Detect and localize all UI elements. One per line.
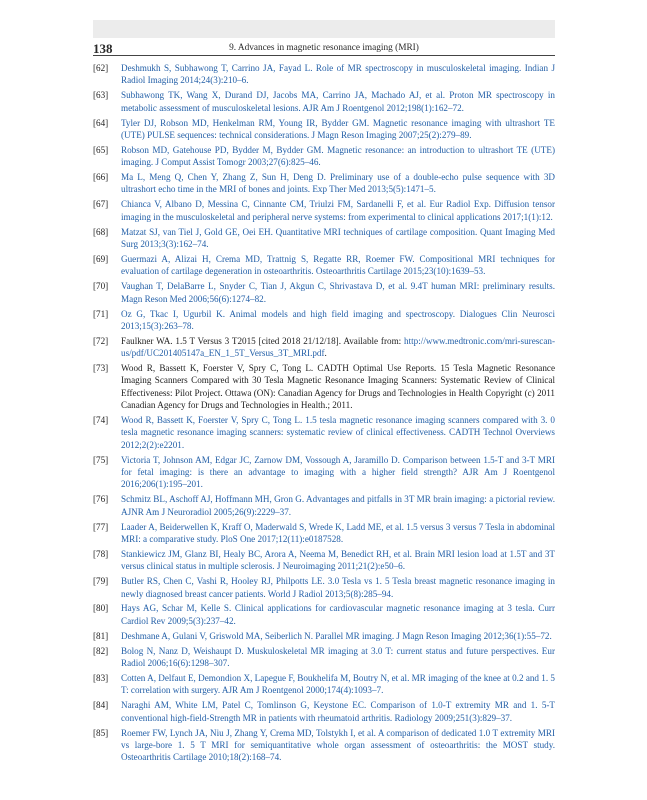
reference-item (93, 575, 555, 600)
reference-item (93, 253, 555, 278)
reference-item (93, 308, 555, 333)
reference-link[interactable]: Vaughan T, DelaBarre L, Snyder C, Tian J, Akgun C, Shrivastava D, et al. 9.4T human MRI: preliminary results. Magn Reson Med 2006;56(6):1274–82. (121, 281, 555, 304)
reference-text: Faulkner WA. 1.5 T Versus 3 T2015 [cited 2018 21/12/18]. Available from: (121, 335, 405, 346)
reference-item (93, 630, 555, 642)
reference-link[interactable]: Chianca V, Albano D, Messina C, Cinnante CM, Triulzi FM, Sardanelli F, et al. Eur Radiol Exp. Diffusion tensor imaging in the musculoskeletal and peripheral nerve systems: from experimental to clinical applications 2017;1(1):12. (121, 199, 555, 222)
reference-item (93, 226, 555, 251)
reference-link[interactable]: Matzat SJ, van Tiel J, Gold GE, Oei EH. Quantitative MRI techniques of cartilage composition. Quant Imaging Med Surg 2013;3(3):162–74. (121, 226, 555, 250)
reference-item (93, 280, 555, 305)
reference-link[interactable]: Butler RS, Chen C, Vashi R, Hooley RJ, Philpotts LE. 3.0 Tesla vs 1. 5 Tesla breast magnetic resonance imaging in newly diagnosed breast cancer patients. World J Radiol 2013;5(8):285–94. (121, 576, 555, 599)
reference-link[interactable]: Wood R, Bassett K, Foerster V, Spry C, Tong L. 1.5 tesla magnetic resonance imaging scanners compared with 3. 0 tesla magnetic resonance imaging scanners: systematic review of clinical effectiveness. CADTH Technol Overviews 2012;2(2):e2201. (121, 415, 555, 450)
reference-item (93, 672, 555, 697)
reference-item (93, 454, 555, 491)
reference-text: . (324, 348, 327, 359)
reference-number: [73] (93, 363, 109, 374)
reference-number: [80] (93, 603, 109, 614)
reference-number: [68] (93, 226, 109, 237)
reference-number: [70] (93, 281, 109, 292)
reference-text: Wood R, Bassett K, Foerster V, Spry C, Tong L. CADTH Optimal Use Reports. 15 Tesla Magnetic Resonance Imaging Scanners Compared with 30 Tesla Magnetic Resonance Imaging Scanners: Systematic Review of Clinical Effectiveness: Pilot Project. Ottawa (ON): Canadian Agency for Drugs and Technologies in Health Copyright (c) 2011 Canadian Agency for Drugs and Technologies in Health.; 2011. (121, 363, 555, 411)
reference-number: [67] (93, 199, 109, 210)
reference-link[interactable]: Stankiewicz JM, Glanz BI, Healy BC, Arora A, Neema M, Benedict RH, et al. Brain MRI lesion load at 1.5T and 3T versus clinical status in multiple sclerosis. J Neuroimaging 2011;21(2):e50–6. (121, 548, 555, 572)
reference-link[interactable]: Bolog N, Nanz D, Weishaupt D. Muskuloskeletal MR imaging at 3.0 T: current status and future perspectives. Eur Radiol 2006;16(6):1298–307. (121, 645, 555, 668)
reference-link[interactable]: Subhawong TK, Wang X, Durand DJ, Jacobs MA, Carrino JA, Machado AJ, et al. Proton MR spectroscopy in metabolic assessment of musculoskeletal lesions. AJR Am J Roentgenol 2012;198(1):162–72. (121, 90, 555, 113)
reference-item (93, 548, 555, 573)
reference-link[interactable]: Hays AG, Schar M, Kelle S. Clinical applications for cardiovascular magnetic resonance imaging at 3 tesla. Curr Cardiol Rev 2009;5(3):237–42. (121, 603, 555, 626)
header-divider (93, 55, 555, 56)
reference-item (93, 493, 555, 518)
reference-item (93, 62, 555, 87)
reference-item (93, 144, 555, 169)
reference-link[interactable]: Tyler DJ, Robson MD, Henkelman RM, Young IR, Bydder GM. Magnetic resonance imaging with ultrashort TE (UTE) PULSE sequences: technical considerations. J Magn Reson Imaging 2007;25(2):279–89. (121, 117, 555, 140)
reference-number: [74] (93, 415, 109, 426)
reference-item (93, 198, 555, 223)
reference-item (93, 699, 555, 724)
reference-link[interactable]: Naraghi AM, White LM, Patel C, Tomlinson G, Keystone EC. Comparison of 1.0-T extremity MR and 1. 5-T conventional high-field-Strength MR in patients with rheumatoid arthritis. Radiology 2009;251(3):829–37. (121, 700, 555, 723)
reference-item (93, 414, 555, 451)
reference-item (93, 727, 555, 764)
reference-item (93, 335, 555, 360)
reference-number: [65] (93, 144, 109, 155)
reference-number: [66] (93, 172, 109, 183)
reference-number: [78] (93, 548, 109, 559)
reference-number: [63] (93, 90, 109, 101)
reference-link[interactable]: Roemer FW, Lynch JA, Niu J, Zhang Y, Crema MD, Tolstykh I, et al. A comparison of dedicated 1.0 T extremity MRI vs large-bore 1. 5 T MRI for semiquantitative whole organ assessment of osteoarthritis: the MOST study. Osteoarthritis Cartilage 2010;18(2):168–74. (121, 727, 555, 763)
reference-link[interactable]: Guermazi A, Alizai H, Crema MD, Trattnig S, Regatte RR, Roemer FW. Compositional MRI techniques for evaluation of cartilage degeneration in osteoarthritis. Osteoarthritis Cartilage 2015;23(10):1639–53. (121, 253, 555, 277)
running-title: 9. Advances in magnetic resonance imaging (MRI) (229, 43, 419, 53)
reference-item (93, 521, 555, 546)
reference-number: [84] (93, 700, 109, 711)
reference-list (93, 62, 555, 766)
reference-number: [81] (93, 630, 109, 641)
reference-number: [79] (93, 576, 109, 587)
reference-item (93, 645, 555, 670)
reference-number: [75] (93, 454, 109, 465)
reference-number: [77] (93, 521, 109, 532)
page-number: 138 (93, 41, 113, 56)
reference-link[interactable]: Robson MD, Gatehouse PD, Bydder M, Bydder GM. Magnetic resonance: an introduction to ultrashort TE (UTE) imaging. J Comput Assist Tomogr 2003;27(6):825–46. (121, 144, 555, 168)
reference-number: [71] (93, 308, 109, 319)
reference-number: [64] (93, 117, 109, 128)
reference-link[interactable]: Cotten A, Delfaut E, Demondion X, Lapegue F, Boukhelifa M, Boutry N, et al. MR imaging of the knee at 0.2 and 1. 5 T: correlation with surgery. AJR Am J Roentgenol 2000;174(4):1093–7. (121, 672, 555, 696)
reference-number: [76] (93, 494, 109, 505)
reference-link[interactable]: Oz G, Tkac I, Ugurbil K. Animal models and high field imaging and spectroscopy. Dialogues Clin Neurosci 2013;15(3):263–78. (121, 308, 555, 331)
reference-link[interactable]: Schmitz BL, Aschoff AJ, Hoffmann MH, Gron G. Advantages and pitfalls in 3T MR brain imaging: a pictorial review. AJNR Am J Neuroradiol 2005;26(9):2229–37. (121, 494, 555, 517)
reference-number: [69] (93, 253, 109, 264)
reference-link[interactable]: Deshmukh S, Subhawong T, Carrino JA, Fayad L. Role of MR spectroscopy in musculoskeletal imaging. Indian J Radiol Imaging 2014;24(3):210–6. (121, 63, 555, 86)
reference-number: [72] (93, 335, 109, 346)
reference-link[interactable]: Victoria T, Johnson AM, Edgar JC, Zarnow DM, Vossough A, Jaramillo D. Comparison between 1.5-T and 3-T MRI for fetal imaging: is there an advantage to imaging with a higher field strength? AJR Am J Roentgenol 2016;206(1):195–201. (121, 454, 555, 490)
reference-item (93, 89, 555, 114)
reference-item (93, 602, 555, 627)
reference-link[interactable]: Deshmane A, Gulani V, Griswold MA, Seiberlich N. Parallel MR imaging. J Magn Reson Imaging 2012;36(1):55–72. (121, 630, 552, 641)
reference-link[interactable]: Laader A, Beiderwellen K, Kraff O, Maderwald S, Wrede K, Ladd ME, et al. 1.5 versus 3 versus 7 Tesla in abdominal MRI: a comparative study. PloS One 2017;12(11):e0187528. (121, 521, 555, 544)
reference-link[interactable]: Ma L, Meng Q, Chen Y, Zhang Z, Sun H, Deng D. Preliminary use of a double-echo pulse sequence with 3D ultrashort echo time in the MRI of bones and joints. Exp Ther Med 2013;5(5):1471–5. (121, 172, 555, 195)
reference-number: [83] (93, 672, 109, 683)
reference-item (93, 362, 555, 411)
reference-number: [62] (93, 63, 109, 73)
reference-number: [85] (93, 727, 109, 738)
reference-number: [82] (93, 645, 109, 656)
reference-item (93, 117, 555, 142)
reference-link[interactable]: http://www.medtronic.com/mri-surescan-us/pdf/UC201405147a_EN_1_5T_Versus_3T_MRI.pdf (121, 335, 555, 359)
header-band (93, 20, 555, 38)
reference-item (93, 171, 555, 196)
